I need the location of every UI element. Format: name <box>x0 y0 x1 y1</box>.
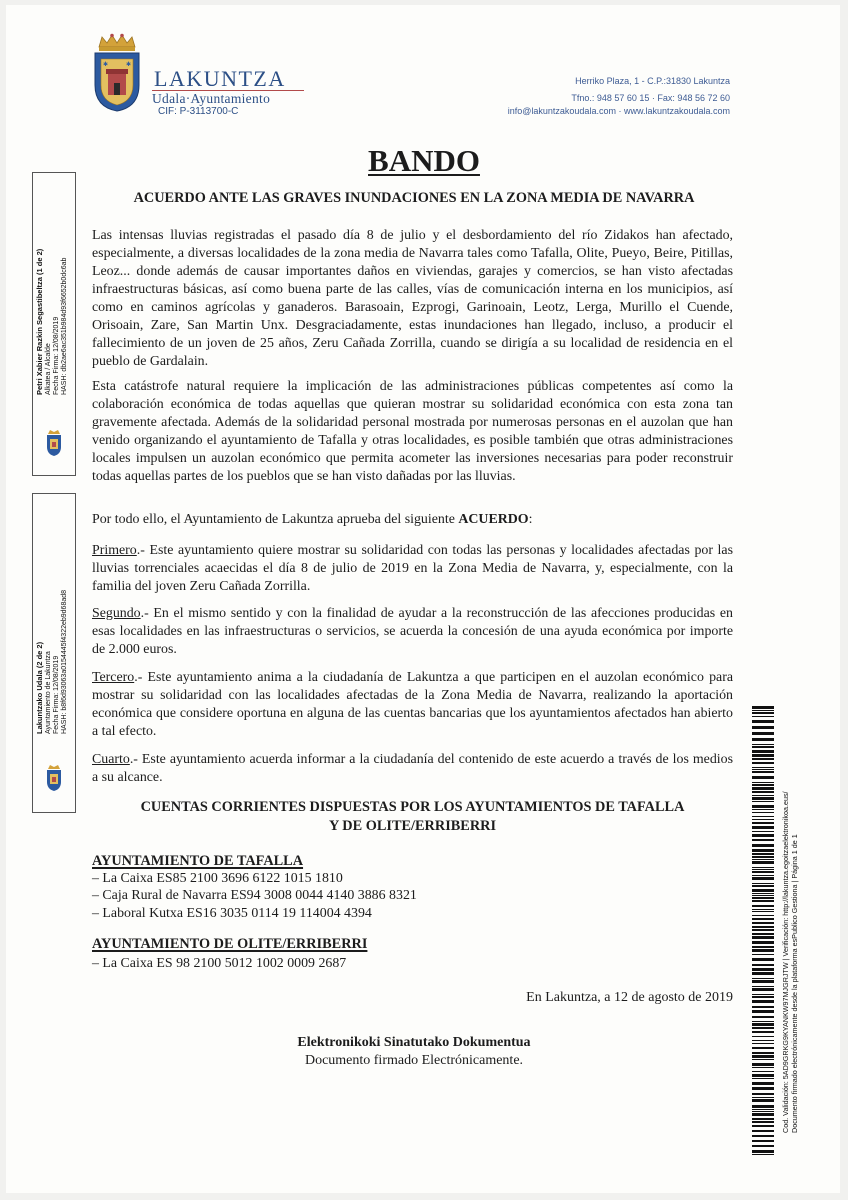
org-name: LAKUNTZA <box>154 66 286 91</box>
stamp-2-hash: HASH: b8f6d93063a0154445f4322eb9d68ad8 <box>61 589 68 734</box>
org-contact: info@lakuntzakoudala.com · www.lakuntzakoudala.com <box>507 106 730 116</box>
tafalla-account: – Laboral Kutxa ES16 3035 0114 19 114004 4394 <box>92 906 372 921</box>
paragraph-intro: Las intensas lluvias registradas el pasado día 8 de julio y el desbordamiento del río Zidakos han afectado, especialmente, a diversas localidades de la zona media de Navarra tales como Tafalla, Olite, Pueyo, Beire, Pitillas, Leoz... donde además de causar importantes daños en viviendas, garajes y comercios, se han visto afectadas infraestructuras básicas, así como buena parte de las calles, vías de comunicación interna en los municipios, así como en caminos agrícolas y ganaderos. Barasoain, Ezprogi, Garinoain, Leotz, Lerga, Murillo el Cuende, Orisoain, Zare, San Martin Unx. Desgraciadamente, estas inundaciones han llegado, incluso, a producir el fallecimiento de un joven de 25 años, Zeru Cañada Zorrilla, cuando se dirigía a su localidad de residencia en el pueblo de Gardalain. <box>92 228 733 369</box>
svg-text:✱: ✱ <box>103 61 109 68</box>
tafalla-account: – La Caixa ES85 2100 3696 6122 1015 1810 <box>92 871 343 886</box>
org-subtitle: Udala·Ayuntamiento <box>152 91 271 106</box>
signature-line-2: Documento firmado Electrónicamente. <box>304 1053 524 1068</box>
stamp-1-hash: HASH: db2ae6ac351b984d93f6652b0dc6ab <box>61 257 68 395</box>
signature-line-1: Elektronikoki Sinatutako Dokumentua <box>297 1035 531 1050</box>
stamp-2-org: Ayuntamiento de Lakuntza <box>45 651 52 734</box>
olite-heading: AYUNTAMIENTO DE OLITE/ERRIBERRI <box>92 936 368 952</box>
accounts-heading-line-2: Y DE OLITE/ERRIBERRI <box>328 818 497 834</box>
clause-segundo: Segundo.- En el mismo sentido y con la finalidad de ayudar a la reconstrucción de las afecciones producidas en esas localidades en las infraestructuras o servicios, se acuerda la concesión de una ayuda económica por importe de 2.000 euros. <box>92 606 733 657</box>
document-title: BANDO <box>368 143 480 178</box>
clause-cuarto: Cuarto.- Este ayuntamiento acuerda informar a la ciudadanía del contenido de este acuerdo a través de los medios a su alcance. <box>92 752 733 785</box>
org-cif: CIF: P-3113700-C <box>158 106 239 117</box>
olite-account: – La Caixa ES 98 2100 5012 1002 0009 2687 <box>92 956 347 971</box>
org-address: Herriko Plaza, 1 - C.P.:31830 Lakuntza <box>575 76 730 86</box>
tafalla-account: – Caja Rural de Navarra ES94 3008 0044 4140 3886 8321 <box>92 888 417 903</box>
accounts-heading-line-1: CUENTAS CORRIENTES DISPUESTAS POR LOS AYUNTAMIENTOS DE TAFALLA <box>140 799 685 815</box>
stamp-1-crest-icon <box>46 429 62 457</box>
paragraph-agreement-intro: Por todo ello, el Ayuntamiento de Lakuntza aprueba del siguiente ACUERDO: <box>92 512 533 527</box>
stamp-2-signer: Lakuntzako Udala (2 de 2) <box>35 641 44 734</box>
stamp-2-date: Fecha Firma: 12/08/2019 <box>53 655 60 734</box>
org-phone: Tfno.: 948 57 60 15 · Fax: 948 56 72 60 <box>571 93 730 103</box>
verification-line-1: Cod. Validación: 5AD9GRKG9KYANKW97MJGRJTW | Verificación: http://lakuntza.egoitzaelektronikoa.eus/ <box>781 791 790 1133</box>
clause-primero: Primero.- Este ayuntamiento quiere mostrar su solidaridad con todas las personas y localidades afectadas por las lluvias torrenciales acaecidas el día 8 de julio de 2019 en la Zona Media de Navarra, y, especialmente, con la familia del joven Zeru Cañada Zorrilla. <box>92 543 733 594</box>
signature-stamp-2 <box>32 493 76 813</box>
stamp-1-role: Alkatea / Alcalde <box>45 343 52 395</box>
lakuntza-crest-icon <box>92 33 142 113</box>
svg-text:✱: ✱ <box>126 61 132 68</box>
stamp-1-signer: Petri Xabier Razkin Segastibeltza (1 de 2) <box>35 248 44 395</box>
verification-text <box>781 791 799 1133</box>
document-page <box>6 5 840 1193</box>
stamp-2-crest-icon <box>46 764 62 792</box>
stamp-1-date: Fecha Firma: 12/08/2019 <box>53 316 60 395</box>
clause-tercero: Tercero.- Este ayuntamiento anima a la ciudadanía de Lakuntza a que participen en el auzolan económico para mostrar su solidaridad con las localidades afectadas de la Zona Media de Navarra, realizando la aportación económica que considere oportuna en alguna de las cuentas bancarias que los ayuntamientos afectados han abierto a tal efecto. <box>92 670 733 739</box>
date-line: En Lakuntza, a 12 de agosto de 2019 <box>526 990 733 1005</box>
document-subtitle: ACUERDO ANTE LAS GRAVES INUNDACIONES EN LA ZONA MEDIA DE NAVARRA <box>133 190 695 206</box>
tafalla-heading: AYUNTAMIENTO DE TAFALLA <box>92 853 304 869</box>
verification-line-2: Documento firmado electrónicamente desde la plataforma esPublico Gestiona | Página 1 de 1 <box>790 834 799 1133</box>
paragraph-context: Esta catástrofe natural requiere la implicación de las administraciones públicas competentes así como la colaboración económica de todas aquellas que quieran mostrar su solidaridad económica con esta zona tan gravemente afectada. Además de la solidaridad personal mostrada por numerosas personas en el auzolan que han venido organizando el ayuntamiento de Tafalla y otras localidades, es posible también que otras administraciones locales impulsen un auzolan económico que permita acometer las inversiones necesarias para poder reconstruir todas aquellas partes de los pueblos que se han visto dañadas por las lluvias. <box>92 379 733 484</box>
verification-barcode-icon <box>752 706 774 1158</box>
signature-stamp-1 <box>32 172 76 476</box>
